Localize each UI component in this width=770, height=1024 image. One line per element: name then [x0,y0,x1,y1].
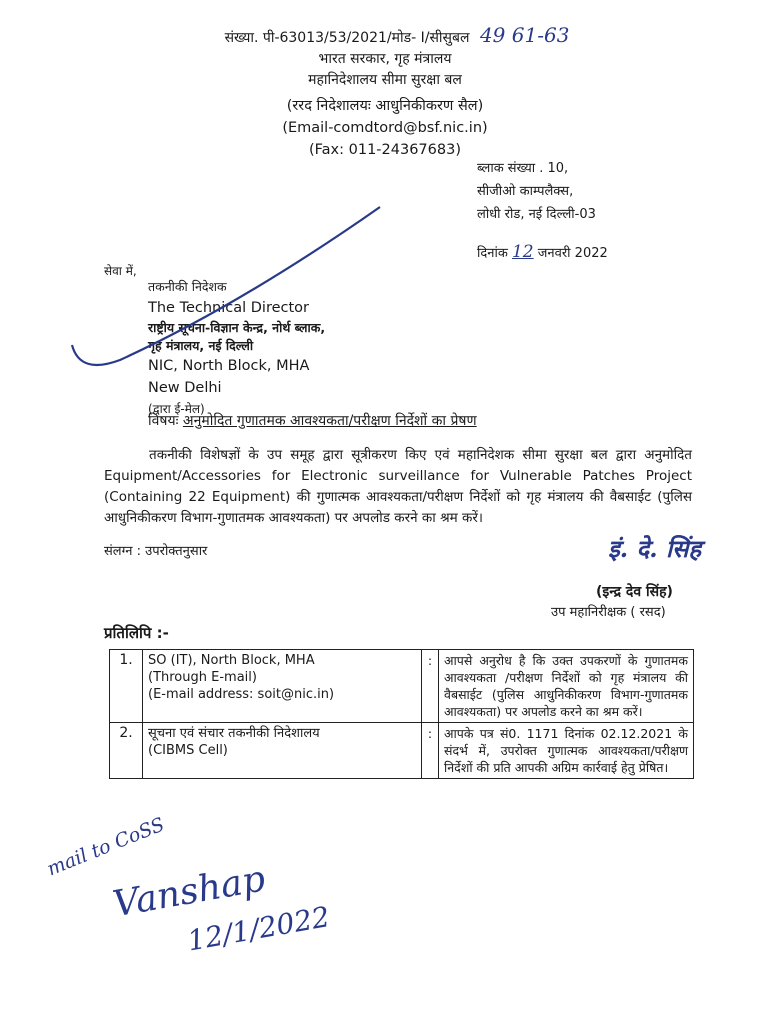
table-row [110,723,694,779]
file-number: संख्या. पी-63013/53/2021/मोड- I/सीसुबल [224,30,470,46]
subject-line [148,411,477,430]
addressee-line: सूचना एवं संचार तकनीकी निदेशालय [148,726,320,741]
subject-label: विषयः [148,413,179,429]
remark-cell: आपके पत्र सं0. 1171 दिनांक 02.12.2021 के संदर्भ में, उपरोक्त गुणात्मक आवश्यकता/परीक्षण निर्देशों की प्रति आपकी अग्रिम कार्रवाई हेतु प्रेषित। [439,723,694,779]
addressee-line: SO (IT), North Block, MHA [148,653,315,668]
salutation: सेवा में, [104,264,137,278]
signatory-name: (इन्द्र देव सिंह) [596,584,673,600]
sender-address [477,157,596,226]
recipient-city: New Delhi [148,380,222,396]
copy-table [109,649,694,779]
recipient-title-hindi: तकनीकी निदेशक [148,279,227,294]
body-paragraph: तकनीकी विशेषज्ञों के उप समूह द्वारा सूत्रीकरण किए एवं महानिदेशक सीमा सुरक्षा बल द्वारा अनुमोदित Equipment/Accessories for Electronic surveillance for Vulnerable Patches Project (Containing 22 Equipment) की गुणात्मक आवश्यकता/परीक्षण निर्देशों को गृह मंत्रालय की वैबसाईट (पुलिस आधुनिकीकरण विभाग-गुणातमक आवश्यकता) पर अपलोड करने का श्रम करें। [104,447,692,526]
subject-text: अनुमोदित गुणातमक आवश्यकता/परीक्षण निर्देशों का प्रेषण [182,413,477,429]
enclosure-line: संलग्न : उपरोक्तनुसार [104,544,208,559]
signatory-designation: उप महानिरीक्षक ( रसद) [551,605,666,620]
department-line: महानिदेशालय सीमा सुरक्षा बल [308,72,462,88]
recipient-org-english: NIC, North Block, MHA [148,358,310,374]
date-month-year: जनवरी 2022 [537,246,608,261]
pen-stroke [60,195,390,385]
address-line-2: सीजीओ काम्पलैक्स, [477,184,574,199]
address-line-3: लोधी रोड, नई दिल्ली-03 [477,207,596,222]
letter-date [477,242,608,262]
address-line-1: ब्लाक संख्या . 10, [477,161,569,176]
letter-header [0,25,770,161]
addressee-line: (Through E-mail) [148,670,257,685]
recipient-via: (द्वारा ई-मेल) [148,402,205,416]
date-prefix: दिनांक [477,246,508,261]
signature: इं. दे. सिंह [608,534,702,563]
copy-heading: प्रतिलिपि :- [104,624,169,642]
remark-cell: आपसे अनुरोध है कि उक्त उपकरणों के गुणातमक आवश्यकता /परीक्षण निर्देशों को गृह मंत्रालय की वैबसाईट (पुलिस आधुनिकीकरण विभाग-गुणातमक आवश्यकता) पर अपलोड करने का श्रम करें। [439,650,694,723]
fax-line: (Fax: 011-24367683) [309,142,461,158]
addressee-line: (CIBMS Cell) [148,743,228,758]
handwritten-note: mail to CoSS [44,813,168,881]
addressee-line: (E-mail address: soit@nic.in) [148,687,335,702]
separator: : [422,650,439,723]
addressee-cell [143,723,422,779]
recipient-title-english: The Technical Director [148,300,310,316]
email-line: (Email-comdtord@bsf.nic.in) [282,120,488,136]
addressee-cell [143,650,422,723]
date-day-handwritten: 12 [511,242,534,262]
ministry-line: भारत सरकार, गृह मंत्रालय [318,51,452,67]
handwritten-date: 12/1/2022 [185,900,333,958]
table-row [110,650,694,723]
row-number: 1. [110,650,143,723]
row-number: 2. [110,723,143,779]
handwritten-dispatch-number: 49 61-63 [479,23,570,47]
recipient-org-hindi-1: राष्ट्रीय सूचना-विज्ञान केन्द्र, नोर्थ ब्लाक, [148,320,326,335]
directorate-line: (ररद निदेशालयः आधुनिकीकरण सैल) [286,98,484,114]
handwritten-initials: Vanshap [110,858,269,926]
separator: : [422,723,439,779]
recipient-org-hindi-2: गृह मंत्रालय, नई दिल्ली [148,338,254,353]
